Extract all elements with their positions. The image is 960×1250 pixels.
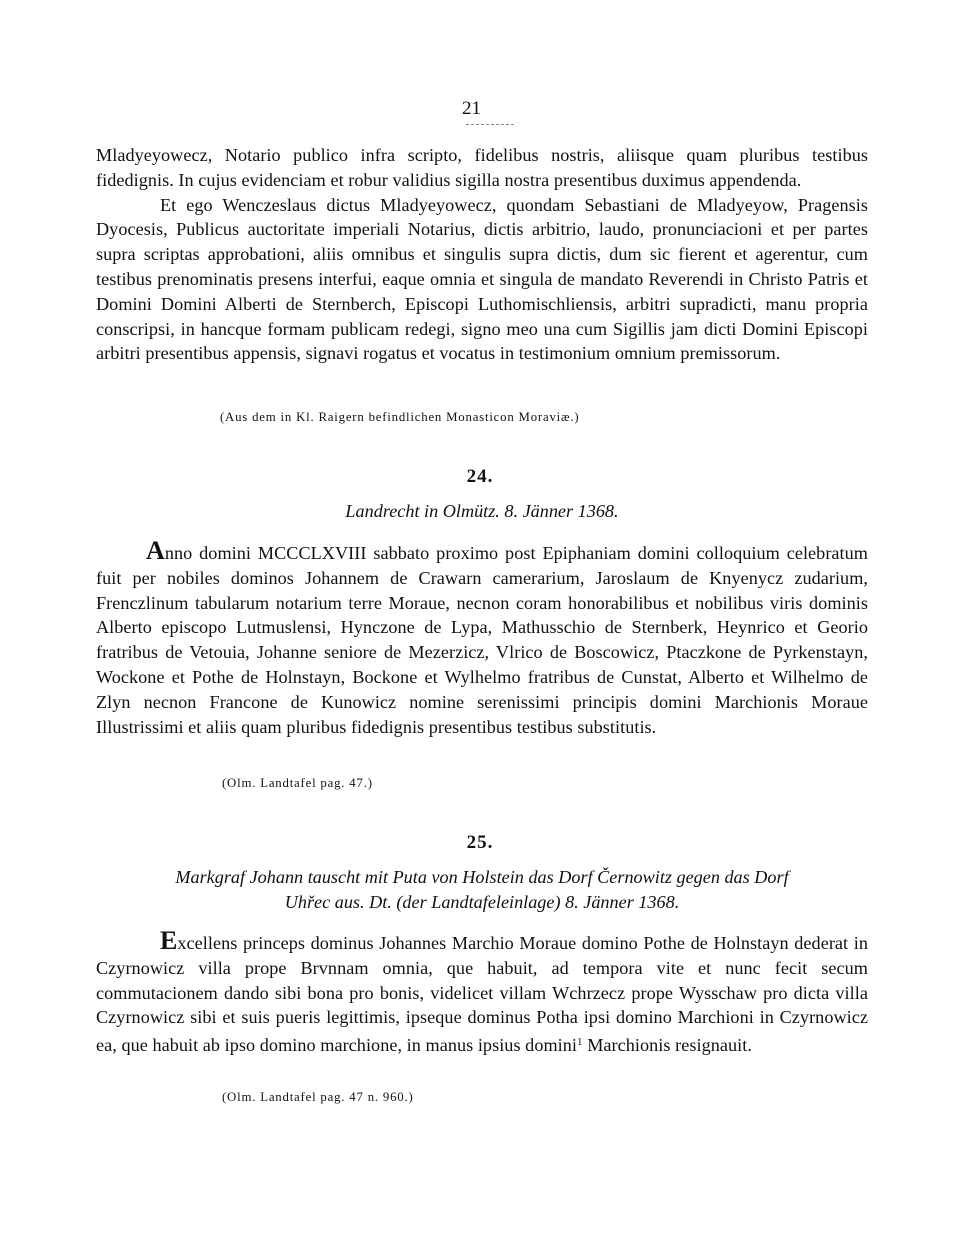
drop-initial: E <box>160 926 178 955</box>
paragraph: Et ego Wenczeslaus dictus Mladyeyowecz, quondam Sebastiani de Mladyeyow, Pragensis Dyocesis, Publicus auctoritate imperiali Notarius, dictis arbitrio, laudo, pronunciacioni et per partes supra scriptas approbationi, aliis omnibus et singulis supra dictis, dum sic fierent et agerentur, cum testibus prenominatis presens interfui, eaque omnia et singula de mandato Reverendi in Christo Patris et Domini Domini Alberti de Sternberch, Episcopi Luthomischliensis, arbitri supradicti, manu propria conscripsi, in hancque formam publicam redegi, signo meo una cum Sigillis jam dicti Domini Episcopi arbitri presentibus appensis, signavi rogatus et vocatus in testimonium omnium premissorum. <box>96 194 868 364</box>
footnote-mark: 1 <box>577 1036 583 1049</box>
drop-initial: A <box>146 536 165 565</box>
document-number: 25. <box>466 832 494 853</box>
body-text: nno domini MCCCLXVIII sabbato proximo post Epiphaniam domini colloquium celebratum fuit per nobiles dominos Johannem de Crawarn camerarium, Jaroslaum de Knyenycz zudarium, Frenczlinum tabularum notarium terre Moraue, necnon coram honorabilibus et nobilibus viris dominis Alberto episcopo Lutmuslensi, Hynczone de Lypa, Mathusschio de Sternberk, Heynrico et Georio fratribus de Vetouia, Johanne seniore de Mezerzicz, Vlrico de Boscowicz, Ptaczkone de Pyrkenstayn, Wockone et Pothe de Holnstayn, Bockone et Wylhelmo fratribus de Cunstat, Alberto et Wilhelmo de Zlyn necnon Francone de Kunowicz nomine serenissimi principis domini Marchionis Moraue Illustrissimi et aliis quam pluribus fidedignis presentibus testibus substitutis. <box>96 543 868 737</box>
document-body <box>96 536 868 739</box>
title-line: Markgraf Johann tauscht mit Puta von Holstein das Dorf Černowitz gegen das Dorf <box>175 867 789 887</box>
continuation-text <box>96 143 868 366</box>
paragraph <box>96 926 868 1058</box>
document-number: 24. <box>466 466 494 487</box>
source-note: (Aus dem in Kl. Raigern befindlichen Monasticon Moraviæ.) <box>220 410 580 424</box>
source-note: (Olm. Landtafel pag. 47 n. 960.) <box>222 1090 414 1104</box>
document-body <box>96 926 868 1058</box>
document-title: Landrecht in Olmütz. 8. Jänner 1368. <box>345 501 619 521</box>
paragraph: Mladyeyowecz, Notario publico infra scripto, fidelibus nostris, aliisque quam pluribus testibus fidedignis. In cujus evidenciam et robur validius sigilla nostra presentibus duximus appendenda. <box>96 145 868 190</box>
paragraph <box>96 536 868 739</box>
body-text: xcellens princeps dominus Johannes Marchio Moraue domino Pothe de Holnstayn dederat in Czyrnowicz villa prope Brvnnam omnia, que habuit, ad tempora vite et nunc fecit secum commutacionem dando sibi bona pro bonis, videlicet villam Wchrzecz prope Wysschaw pro dicta villa Czyrnowicz sibi et suis pueris legittimis, ipseque dominus Potha ipsi domino Marchioni in Czyrnowicz ea, que habuit ab ipso domino marchione, in manus ipsius domini <box>96 933 868 1056</box>
source-note: (Olm. Landtafel pag. 47.) <box>222 776 373 790</box>
header-rule <box>466 124 514 125</box>
title-line: Uhřec aus. Dt. (der Landtafeleinlage) 8. Jänner 1368. <box>284 892 680 912</box>
document-title <box>96 865 868 915</box>
page-number: 21 <box>462 98 481 119</box>
body-text-end: Marchionis resignauit. <box>587 1035 752 1056</box>
